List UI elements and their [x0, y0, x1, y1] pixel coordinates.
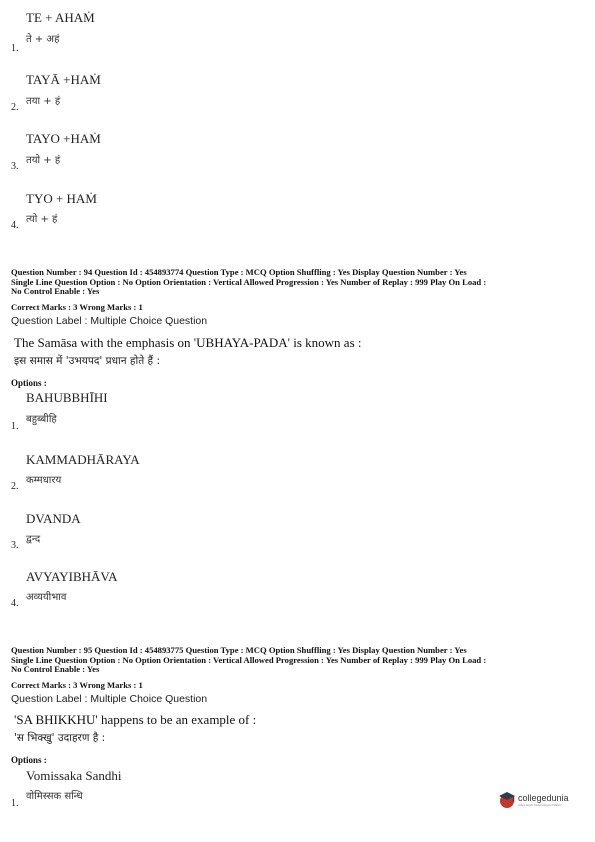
q95-option-1-hindi: वोमिस्सक सन्धि	[26, 791, 83, 802]
q94-question-text-hindi: इस समास में 'उभयपद' प्रधान होते हैं :	[14, 355, 161, 367]
prev-option-1-number: 1.	[11, 43, 19, 54]
q95-meta-line2: Single Line Question Option : No Option Orientation : Vertical Allowed Progression : Yes Number of Replay : 999 Play On Load :	[11, 654, 487, 665]
q95-meta-line3: No Control Enable : Yes	[11, 664, 100, 675]
q94-option-3-number: 3.	[11, 540, 19, 551]
q95-question-text-english: 'SA BHIKKHU' happens to be an example of :	[14, 712, 257, 727]
q95-meta-line1: Question Number : 95 Question Id : 454893775 Question Type : MCQ Option Shuffling : Yes Display Question Number : Yes	[11, 645, 467, 655]
prev-option-1-hindi: ते + अहं	[26, 34, 60, 45]
prev-option-4-hindi: त्यो + हं	[26, 214, 58, 225]
q95-option-1-number: 1.	[11, 798, 19, 809]
q95-meta	[11, 646, 586, 675]
q94-option-1-number: 1.	[11, 421, 19, 432]
q94-option-1-english: BAHUBBHĪHI	[26, 390, 108, 405]
collegedunia-logo	[498, 790, 580, 812]
q94-question-text-english: The Samāsa with the emphasis on 'UBHAYA-PADA' is known as :	[14, 335, 362, 350]
q94-meta-line1: Question Number : 94 Question Id : 454893774 Question Type : MCQ Option Shuffling : Yes Display Question Number : Yes	[11, 267, 467, 277]
q94-meta-line2: Single Line Question Option : No Option Orientation : Vertical Allowed Progression : Yes Number of Replay : 999 Play On Load :	[11, 276, 487, 287]
prev-option-3-hindi: तयो + हं	[26, 155, 61, 166]
prev-option-1-english: TE + AHAṀ	[26, 10, 95, 25]
q94-option-3-english: DVANDA	[26, 511, 81, 526]
prev-option-4-english: TYO + HAṀ	[26, 191, 97, 206]
q94-question-label: Question Label : Multiple Choice Question	[11, 315, 208, 327]
graduation-cap-icon	[498, 790, 516, 810]
q94-option-4-number: 4.	[11, 598, 19, 609]
q95-marks: Correct Marks : 3 Wrong Marks : 1	[11, 680, 143, 690]
q94-marks: Correct Marks : 3 Wrong Marks : 1	[11, 302, 143, 312]
q95-question-label: Question Label : Multiple Choice Question	[11, 693, 208, 705]
q95-options-label: Options :	[11, 755, 47, 765]
q95-option-1-english: Vomissaka Sandhi	[26, 768, 122, 783]
q94-option-4-hindi: अव्ययीभाव	[26, 592, 67, 603]
prev-option-4-number: 4.	[11, 220, 19, 231]
prev-option-2-number: 2.	[11, 102, 19, 113]
logo-text: collegedunia	[518, 793, 569, 803]
q94-option-2-hindi: कम्मधारय	[26, 475, 62, 486]
q94-option-4-english: AVYAYIBHĀVA	[26, 569, 118, 584]
prev-option-3-number: 3.	[11, 161, 19, 172]
q95-question-text-hindi: 'स भिक्खु' उदाहरण है :	[14, 732, 106, 744]
prev-option-2-hindi: तया + हं	[26, 96, 61, 107]
q94-option-1-hindi: बहुब्बीहि	[26, 414, 57, 425]
prev-option-2-english: TAYĀ +HAṀ	[26, 72, 101, 87]
q94-options-label: Options :	[11, 378, 47, 388]
q94-option-2-english: KAMMADHĀRAYA	[26, 452, 140, 467]
logo-tagline: India's largest Student Review Platform	[518, 804, 562, 807]
q94-option-2-number: 2.	[11, 481, 19, 492]
prev-option-3-english: TAYO +HAṀ	[26, 131, 101, 146]
q94-meta	[11, 268, 586, 297]
q94-option-3-hindi: द्वन्द	[26, 534, 41, 545]
q94-meta-line3: No Control Enable : Yes	[11, 286, 100, 297]
